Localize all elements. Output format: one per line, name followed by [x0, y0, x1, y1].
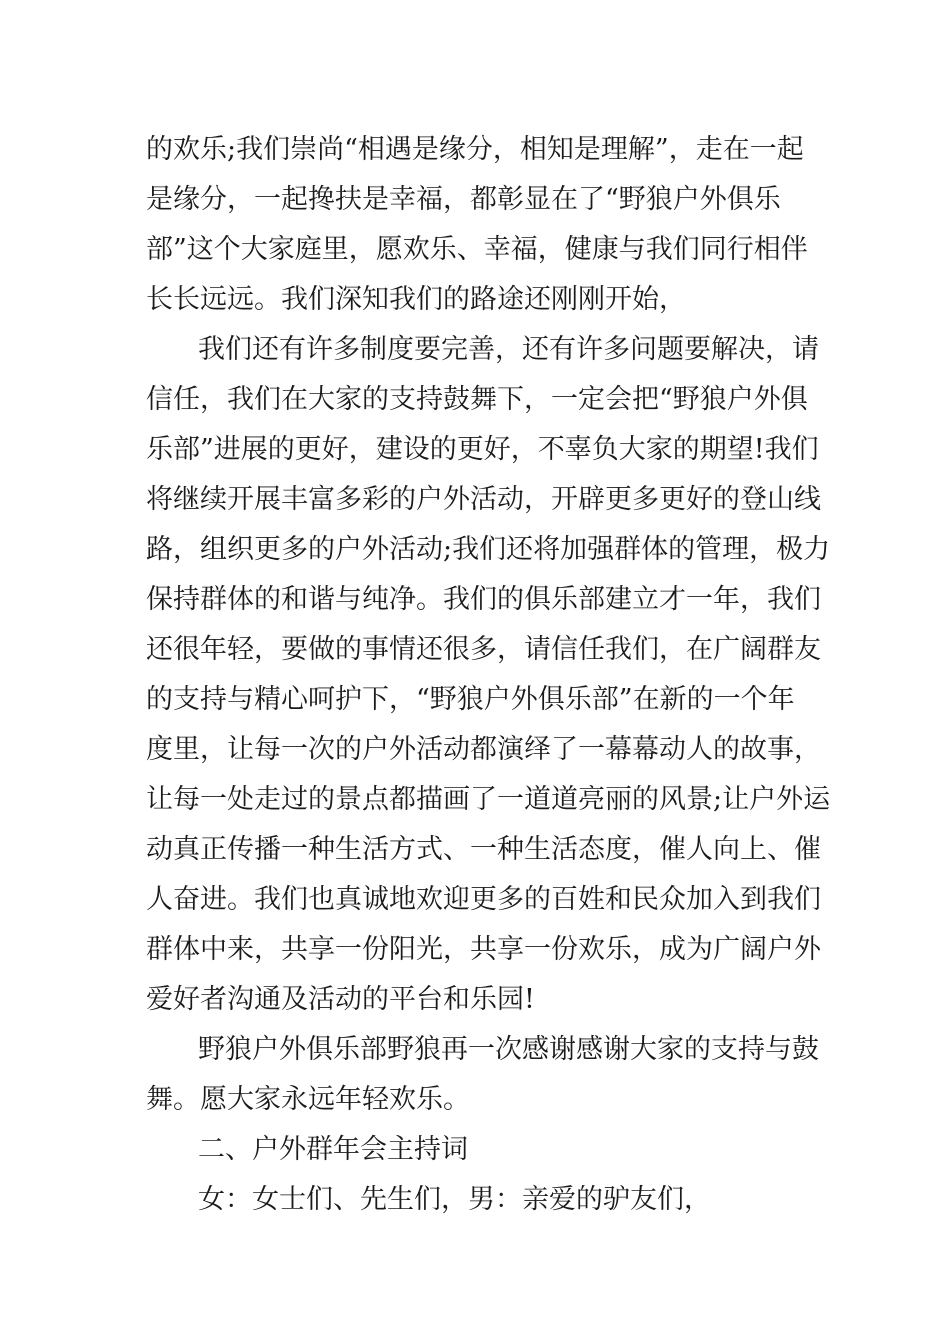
text-line: 的支持与精心呵护下，“野狼户外俱乐部”在新的一个年 [146, 684, 795, 715]
text-line: 舞。愿大家永远年轻欢乐。 [146, 1084, 470, 1115]
text-line: 长长远远。我们深知我们的路途还刚刚开始， [146, 284, 686, 315]
paragraph-first-line: 野狼户外俱乐部野狼再一次感谢感谢大家的支持与鼓 [198, 1034, 819, 1065]
text-line: 将继续开展丰富多彩的户外活动，开辟更多更好的登山线 [146, 484, 821, 515]
text-line: 路，组织更多的户外活动;我们还将加强群体的管理，极力 [146, 534, 831, 565]
text-line: 部”这个大家庭里，愿欢乐、幸福，健康与我们同行相伴 [146, 234, 808, 265]
text-line: 人奋进。我们也真诚地欢迎更多的百姓和民众加入到我们 [146, 884, 821, 915]
text-line: 的欢乐;我们崇尚“相遇是缘分，相知是理解”，走在一起 [146, 134, 804, 165]
paragraph-first-line: 我们还有许多制度要完善，还有许多问题要解决，请 [198, 334, 819, 365]
text-line: 保持群体的和谐与纯净。我们的俱乐部建立才一年，我们 [146, 584, 821, 615]
text-line: 动真正传播一种生活方式、一种生活态度，催人向上、催 [146, 834, 821, 865]
text-line: 群体中来，共享一份阳光，共享一份欢乐，成为广阔户外 [146, 934, 821, 965]
text-line: 让每一处走过的景点都描画了一道道亮丽的风景;让户外运 [146, 784, 831, 815]
paragraph-first-line: 女：女士们、先生们，男：亲爱的驴友们， [198, 1184, 711, 1215]
text-line: 度里，让每一次的户外活动都演绎了一幕幕动人的故事， [146, 734, 821, 765]
text-line: 是缘分，一起搀扶是幸福，都彰显在了“野狼户外俱乐 [146, 184, 781, 215]
text-line: 信任，我们在大家的支持鼓舞下，一定会把“野狼户外俱 [146, 384, 808, 415]
text-line: 还很年轻，要做的事情还很多，请信任我们，在广阔群友 [146, 634, 821, 665]
section-heading: 二、户外群年会主持词 [198, 1134, 468, 1165]
text-line: 乐部”进展的更好，建设的更好，不辜负大家的期望!我们 [146, 434, 819, 465]
text-line: 爱好者沟通及活动的平台和乐园! [146, 984, 535, 1015]
